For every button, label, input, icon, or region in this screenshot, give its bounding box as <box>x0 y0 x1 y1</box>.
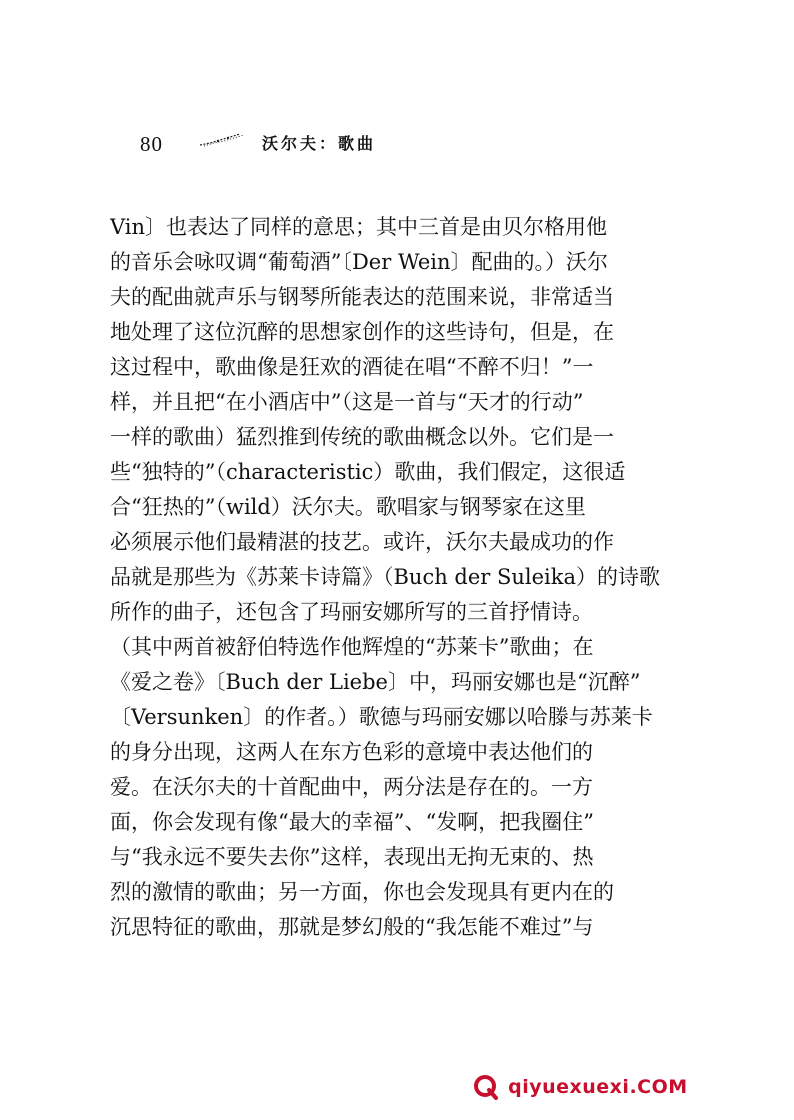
text-line: 些“独特的”（characteristic）歌曲，我们假定，这很适 <box>110 460 626 484</box>
page-header <box>140 128 440 158</box>
text-line: （其中两首被舒伯特选作他辉煌的“苏莱卡”歌曲；在 <box>110 635 594 659</box>
text-line: 的身分出现，这两人在东方色彩的意境中表达他们的 <box>110 740 593 764</box>
text-line: 《爱之卷》〔Buch der Liebe〕中，玛丽安娜也是“沉醉” <box>110 670 641 694</box>
text-line: 面，你会发现有像“最大的幸福”、“发啊，把我圈住” <box>110 810 594 834</box>
q-logo-icon <box>473 1074 499 1100</box>
text-line: 样，并且把“在小酒店中”（这是一首与“天才的行动” <box>110 390 584 414</box>
text-line: 所作的曲子，还包含了玛丽安娜所写的三首抒情诗。 <box>110 600 593 624</box>
text-line: 爱。在沃尔夫的十首配曲中，两分法是存在的。一方 <box>110 775 593 799</box>
text-line: 〔Versunken〕的作者。）歌德与玛丽安娜以哈滕与苏莱卡 <box>110 705 653 729</box>
text-line: Vin〕也表达了同样的意思；其中三首是由贝尔格用他 <box>110 215 608 239</box>
page-number: 80 <box>140 132 163 156</box>
ornament-icon <box>198 131 246 149</box>
watermark-text: qiyuexuexi.COM <box>508 1076 688 1098</box>
text-line: 与“我永远不要失去你”这样，表现出无拘无束的、热 <box>110 845 594 869</box>
text-line: 这过程中，歌曲像是狂欢的酒徒在唱“不醉不归！”一 <box>110 355 594 379</box>
body-text <box>110 210 670 945</box>
text-line: 地处理了这位沉醉的思想家创作的这些诗句，但是，在 <box>110 320 614 344</box>
text-line: 沉思特征的歌曲，那就是梦幻般的“我怎能不难过”与 <box>110 915 594 939</box>
text-line: 夫的配曲就声乐与钢琴所能表达的范围来说，非常适当 <box>110 285 614 309</box>
text-line: 一样的歌曲）猛烈推到传统的歌曲概念以外。它们是一 <box>110 425 614 449</box>
running-title: 沃尔夫：歌曲 <box>262 134 377 153</box>
text-line: 烈的激情的歌曲；另一方面，你也会发现具有更内在的 <box>110 880 614 904</box>
text-line: 的音乐会咏叹调“葡萄酒”〔Der Wein〕配曲的。）沃尔 <box>110 250 608 274</box>
text-line: 品就是那些为《苏莱卡诗篇》（Buch der Suleika）的诗歌 <box>110 565 661 589</box>
text-line: 必须展示他们最精湛的技艺。或许，沃尔夫最成功的作 <box>110 530 614 554</box>
text-line: 合“狂热的”（wild）沃尔夫。歌唱家与钢琴家在这里 <box>110 495 586 519</box>
site-watermark <box>473 1074 688 1106</box>
